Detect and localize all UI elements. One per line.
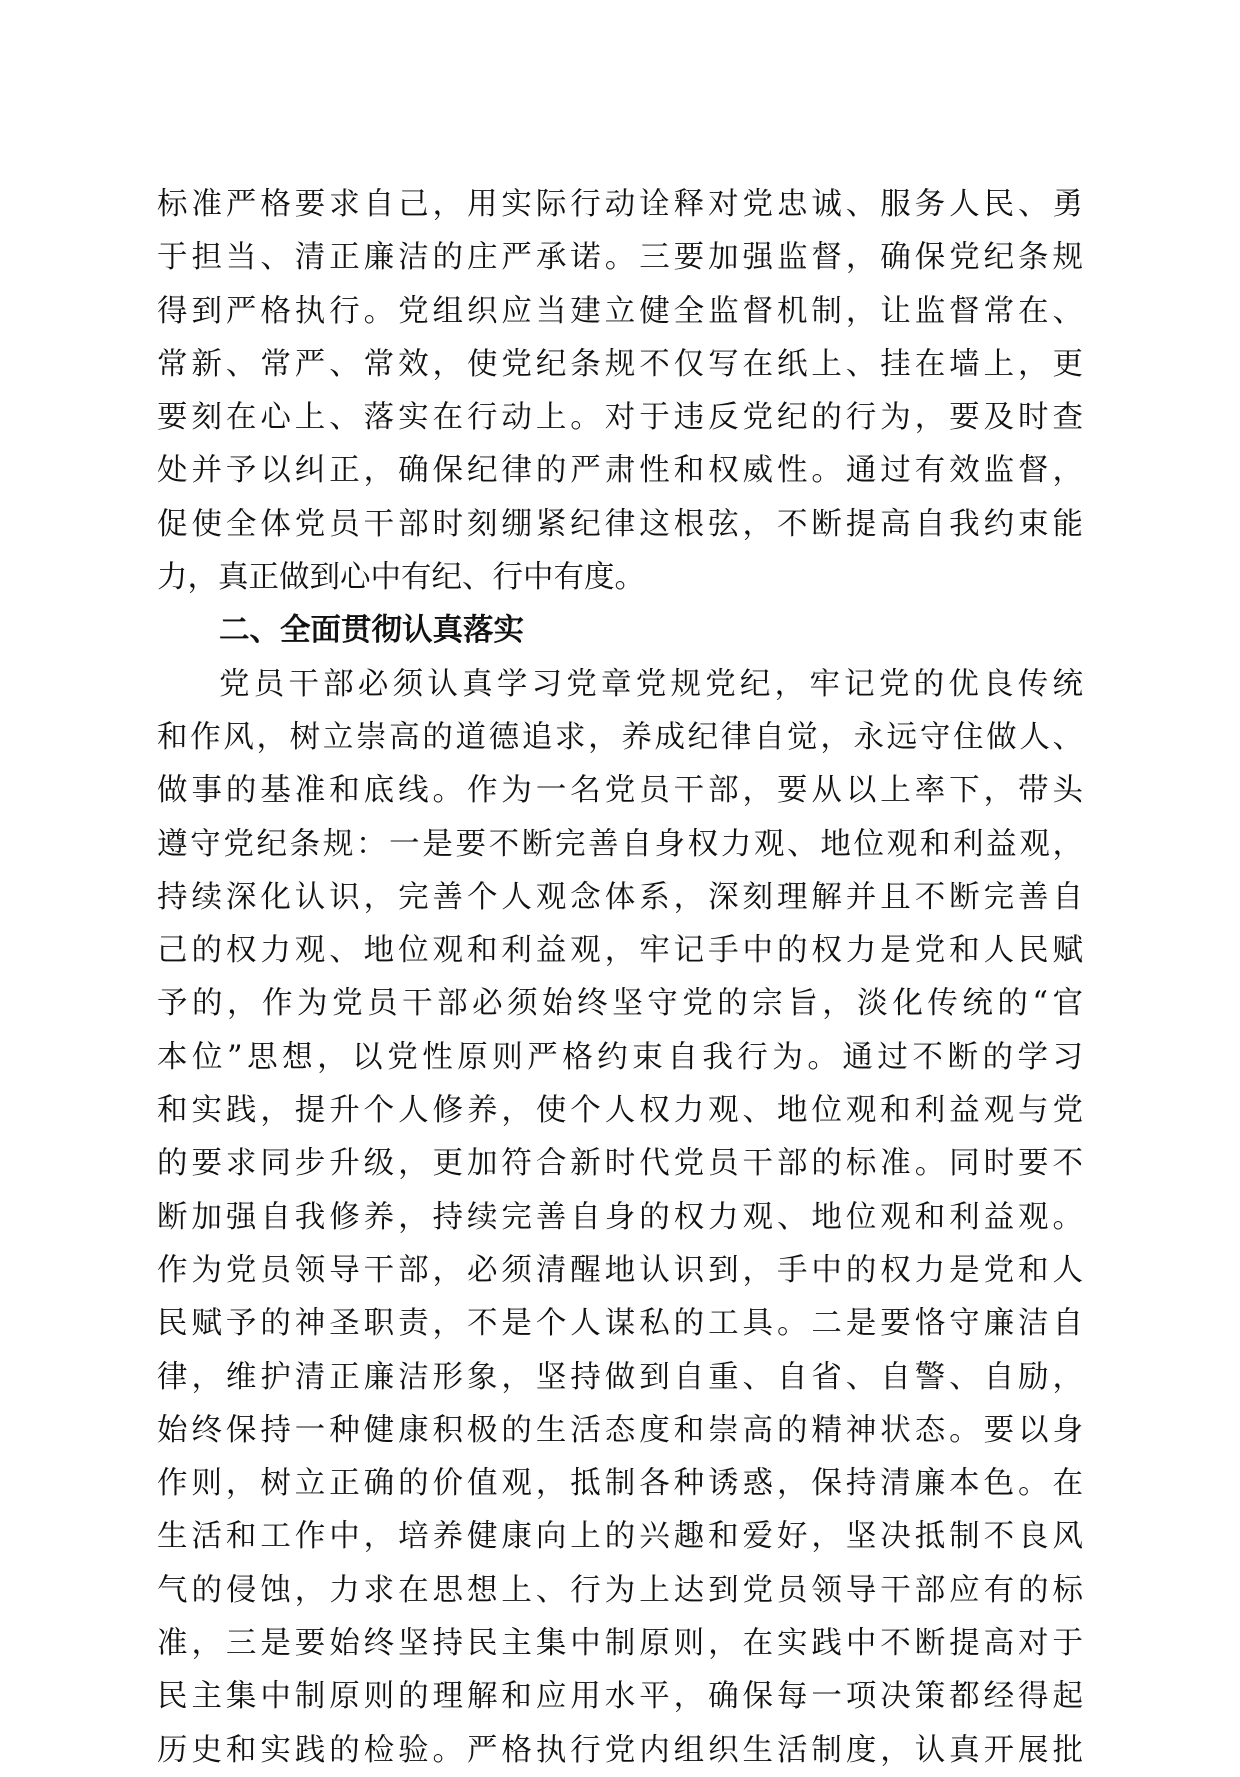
- text-line: 要刻在心上、落实在行动上。对于违反党纪的行为，要及时查: [157, 400, 1083, 436]
- text-line: 常新、常严、常效，使党纪条规不仅写在纸上、挂在墙上，更: [157, 346, 1083, 382]
- text-line: 力，真正做到心中有纪、行中有度。: [157, 560, 645, 596]
- text-line: 促使全体党员干部时刻绷紧纪律这根弦，不断提高自我约束能: [157, 506, 1083, 542]
- text-line: 的要求同步升级，更加符合新时代党员干部的标准。同时要不: [157, 1146, 1083, 1182]
- text-line: 予的，作为党员干部必须始终坚守党的宗旨，淡化传统的“官: [157, 986, 1083, 1022]
- text-line: 得到严格执行。党组织应当建立健全监督机制，让监督常在、: [157, 293, 1083, 329]
- text-line: 和作风，树立崇高的道德追求，养成纪律自觉，永远守住做人、: [157, 719, 1083, 755]
- text-line: 于担当、清正廉洁的庄严承诺。三要加强监督，确保党纪条规: [157, 240, 1083, 276]
- paragraph-1: [157, 178, 1083, 604]
- text-line: 民主集中制原则的理解和应用水平，确保每一项决策都经得起: [157, 1679, 1083, 1715]
- text-line: 作则，树立正确的价值观，抵制各种诱惑，保持清廉本色。在: [157, 1466, 1083, 1502]
- text-line: 生活和工作中，培养健康向上的兴趣和爱好，坚决抵制不良风: [157, 1519, 1083, 1555]
- text-line: 气的侵蚀，力求在思想上、行为上达到党员领导干部应有的标: [157, 1572, 1083, 1608]
- document-body: [157, 178, 1083, 1777]
- text-line: 党员干部必须认真学习党章党规党纪，牢记党的优良传统: [219, 666, 1083, 702]
- text-line: 本位”思想，以党性原则严格约束自我行为。通过不断的学习: [157, 1039, 1083, 1075]
- text-line: 作为党员领导干部，必须清醒地认识到，手中的权力是党和人: [157, 1252, 1083, 1288]
- section-heading: 二、全面贯彻认真落实: [219, 613, 524, 649]
- text-line: 历史和实践的检验。严格执行党内组织生活制度，认真开展批: [157, 1732, 1083, 1768]
- text-line: 准，三是要始终坚持民主集中制原则，在实践中不断提高对于: [157, 1626, 1083, 1662]
- text-line: 做事的基准和底线。作为一名党员干部，要从以上率下，带头: [157, 773, 1083, 809]
- paragraph-2: [157, 658, 1083, 1777]
- text-line: 持续深化认识，完善个人观念体系，深刻理解并且不断完善自: [157, 879, 1083, 915]
- text-line: 律，维护清正廉洁形象，坚持做到自重、自省、自警、自励，: [157, 1359, 1083, 1395]
- text-line: 始终保持一种健康积极的生活态度和崇高的精神状态。要以身: [157, 1412, 1083, 1448]
- text-line: 处并予以纠正，确保纪律的严肃性和权威性。通过有效监督，: [157, 453, 1083, 489]
- text-line: 断加强自我修养，持续完善自身的权力观、地位观和利益观。: [157, 1199, 1083, 1235]
- text-line: 民赋予的神圣职责，不是个人谋私的工具。二是要恪守廉洁自: [157, 1306, 1083, 1342]
- text-line: 遵守党纪条规：一是要不断完善自身权力观、地位观和利益观，: [157, 826, 1083, 862]
- text-line: 和实践，提升个人修养，使个人权力观、地位观和利益观与党: [157, 1093, 1083, 1129]
- text-line: 己的权力观、地位观和利益观，牢记手中的权力是党和人民赋: [157, 933, 1083, 969]
- text-line: 标准严格要求自己，用实际行动诠释对党忠诚、服务人民、勇: [157, 187, 1083, 222]
